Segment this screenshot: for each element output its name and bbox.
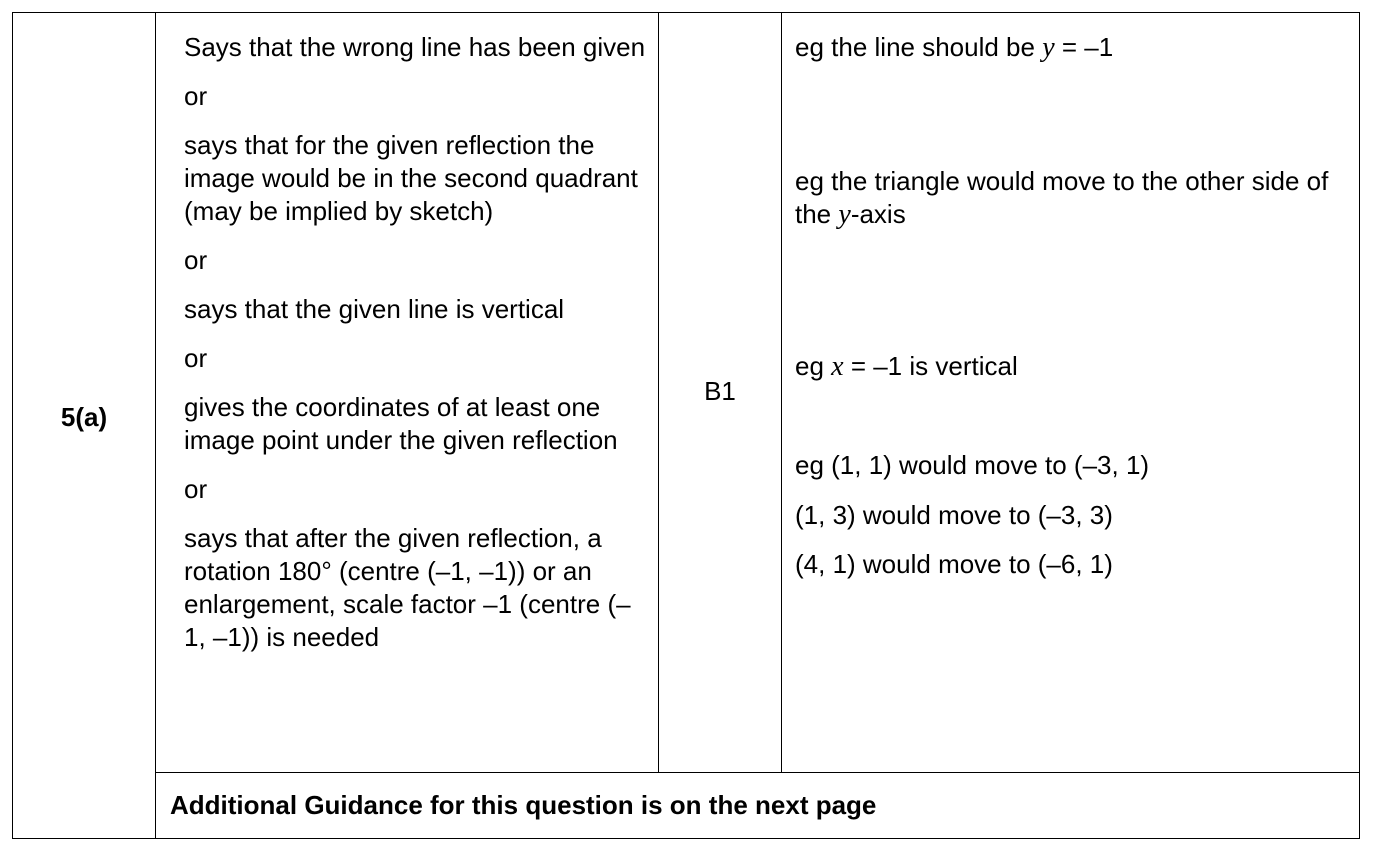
mark-value: B1 xyxy=(704,375,736,406)
comment-text: = –1 xyxy=(1054,32,1114,62)
answer-line: gives the coordinates of at least one image point under the given reflection xyxy=(184,392,618,455)
mark-cell xyxy=(659,13,782,773)
answer-cell xyxy=(156,13,659,773)
math-variable: y xyxy=(1042,32,1055,63)
answer-or: or xyxy=(184,81,208,111)
comment-point-2: (1, 3) would move to (–3, 3) xyxy=(795,500,1113,530)
answer-or: or xyxy=(184,245,208,275)
comment-text: eg xyxy=(795,351,832,381)
comment-line-equation xyxy=(795,31,1347,64)
answer-line: says that for the given reflection the image would be in the second quadrant (may be implied by sketch) xyxy=(184,130,638,226)
mark-scheme-row xyxy=(13,13,1360,773)
comment-text: = –1 is vertical xyxy=(843,351,1018,381)
comment-text: eg the triangle would move to the other side of the xyxy=(795,166,1329,229)
comment-text: -axis xyxy=(850,199,906,229)
comments-cell xyxy=(782,13,1360,773)
question-number-cell xyxy=(13,13,156,839)
additional-guidance-note: Additional Guidance for this question is on the next page xyxy=(170,789,877,820)
mark-scheme-table xyxy=(12,12,1360,839)
guidance-row xyxy=(13,772,1360,838)
answer-or: or xyxy=(184,474,208,504)
comment-triangle-side xyxy=(795,165,1347,231)
comment-vertical xyxy=(795,350,1347,383)
answer-line: Says that the wrong line has been given xyxy=(184,32,646,62)
math-variable: y xyxy=(838,199,851,230)
answer-or: or xyxy=(184,343,208,373)
comment-point-3: (4, 1) would move to (–6, 1) xyxy=(795,549,1113,579)
comment-text: eg the line should be xyxy=(795,32,1043,62)
question-number: 5(a) xyxy=(60,402,108,432)
comment-point-1: eg (1, 1) would move to (–3, 1) xyxy=(795,450,1150,480)
guidance-cell xyxy=(156,772,1360,838)
answer-line: says that after the given reflection, a rotation 180° (centre (–1, –1)) or an enlargement, scale factor –1 (centre (–1, –1)) is needed xyxy=(184,523,631,652)
answer-line: says that the given line is vertical xyxy=(184,294,565,324)
math-variable: x xyxy=(831,351,844,382)
